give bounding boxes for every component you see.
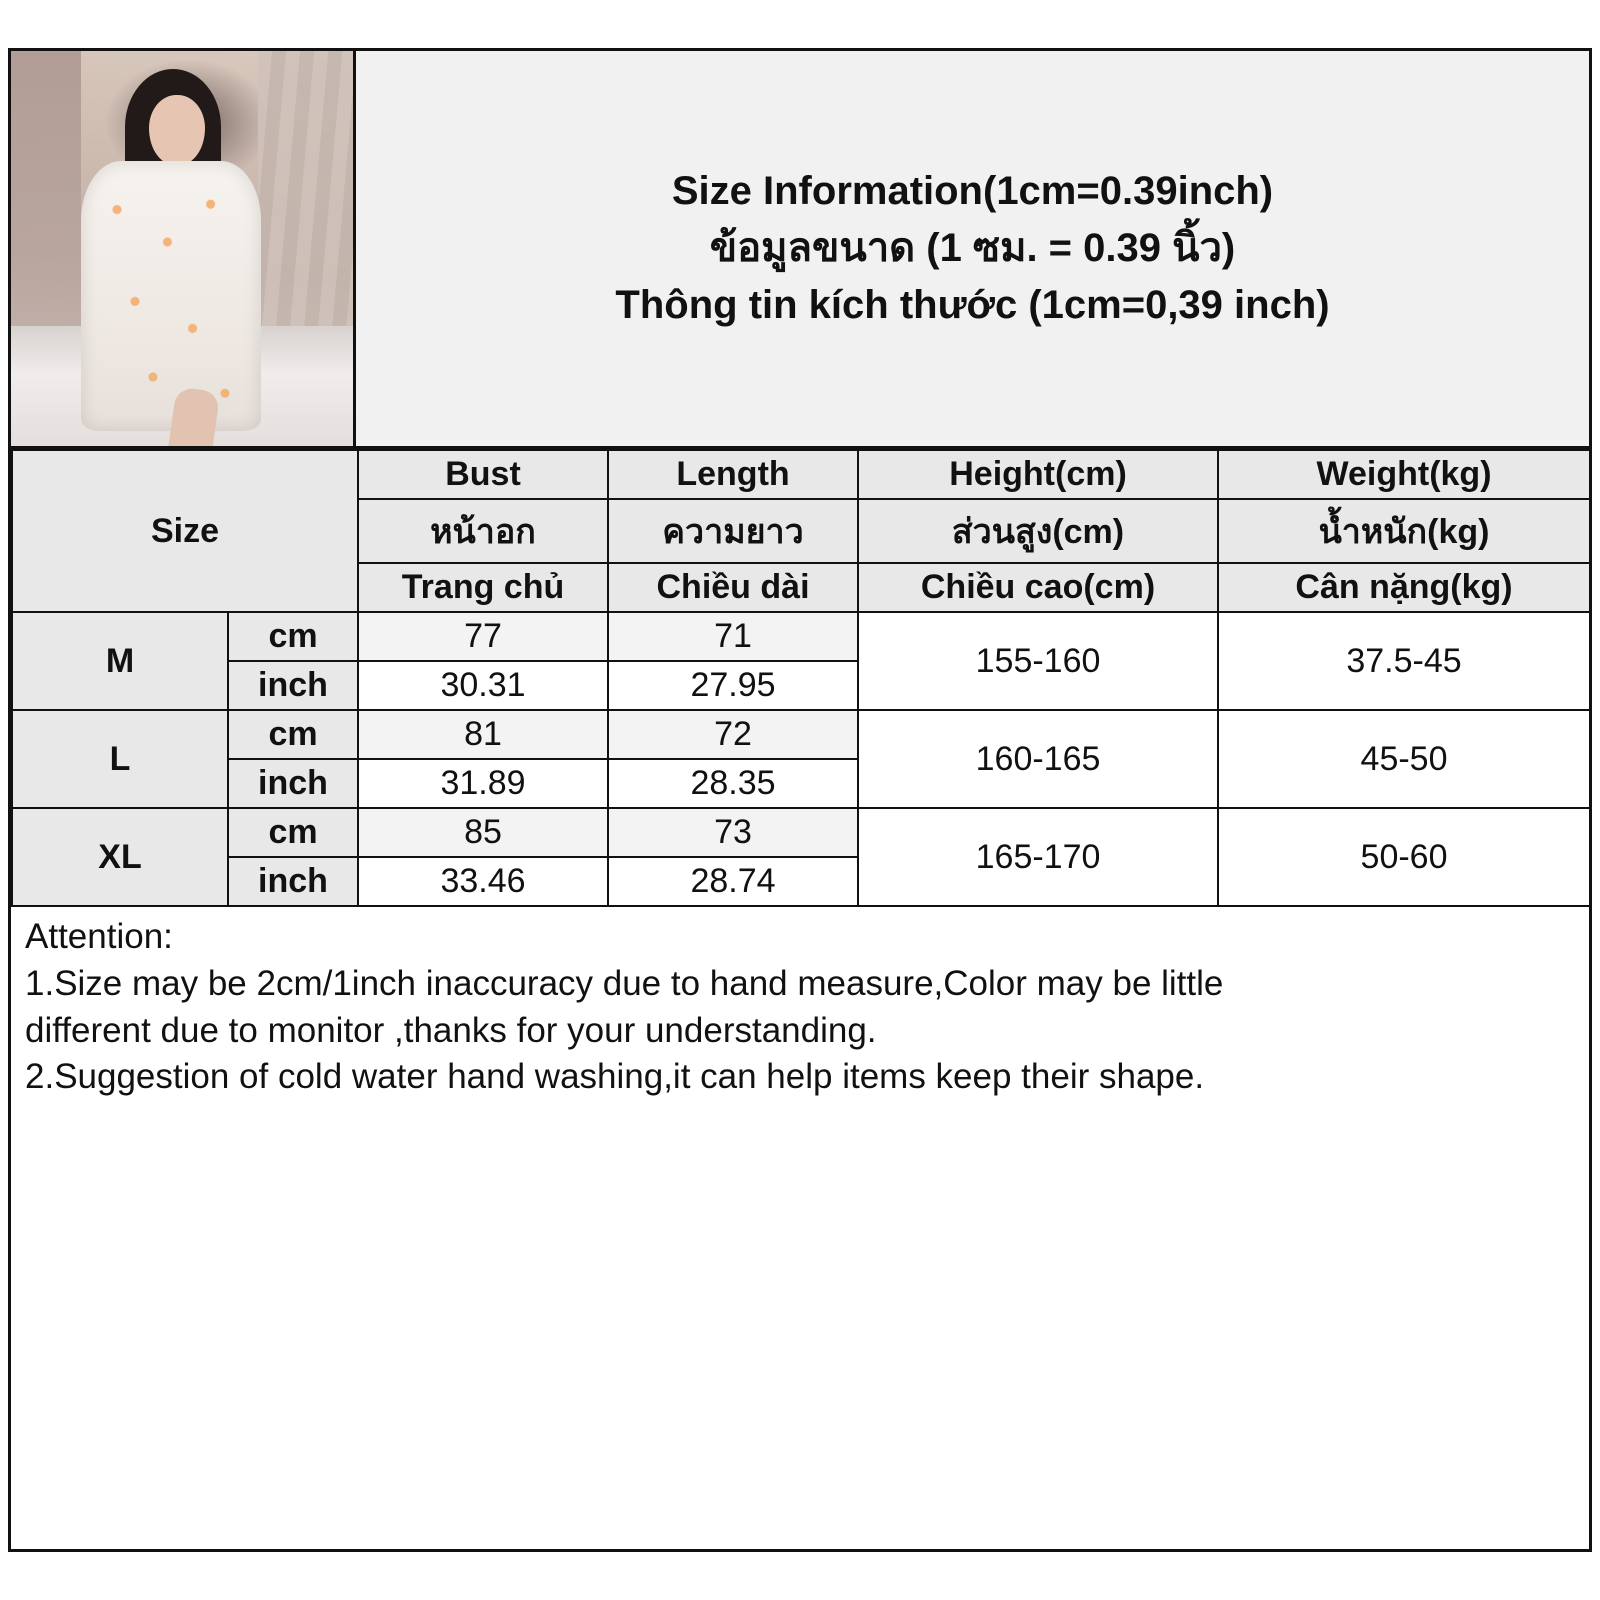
col-height-en: Height(cm)	[858, 450, 1218, 499]
row-size-xl: XL	[12, 808, 228, 906]
size-table	[11, 449, 1591, 907]
table-row	[12, 710, 1590, 759]
title-line-vi: Thông tin kích thước (1cm=0,39 inch)	[615, 283, 1330, 328]
length-inch-l: 28.35	[608, 759, 858, 808]
col-weight-vi: Cân nặng(kg)	[1218, 563, 1590, 612]
bust-inch-l: 31.89	[358, 759, 608, 808]
table-row	[12, 612, 1590, 661]
length-cm-m: 71	[608, 612, 858, 661]
attention-block	[11, 907, 1589, 1549]
photo-model	[63, 69, 278, 429]
unit-inch-xl: inch	[228, 857, 358, 906]
col-weight-th: น้ำหนัก(kg)	[1218, 499, 1590, 563]
weight-l: 45-50	[1218, 710, 1590, 808]
row-size-l: L	[12, 710, 228, 808]
col-height-th: ส่วนสูง(cm)	[858, 499, 1218, 563]
height-m: 155-160	[858, 612, 1218, 710]
attention-line-2: different due to monitor ,thanks for your understanding.	[25, 1010, 877, 1050]
col-bust-en: Bust	[358, 450, 608, 499]
attention-heading: Attention:	[25, 917, 173, 956]
product-photo-cell	[11, 51, 356, 446]
title-line-th: ข้อมูลขนาด (1 ซม. = 0.39 นิ้ว)	[709, 225, 1236, 270]
table-header-row-en	[12, 450, 1590, 499]
length-inch-xl: 28.74	[608, 857, 858, 906]
length-cm-xl: 73	[608, 808, 858, 857]
bust-cm-xl: 85	[358, 808, 608, 857]
height-xl: 165-170	[858, 808, 1218, 906]
unit-cm-xl: cm	[228, 808, 358, 857]
length-cm-l: 72	[608, 710, 858, 759]
product-photo	[11, 51, 353, 446]
unit-cm-l: cm	[228, 710, 358, 759]
size-header-cell: Size	[12, 450, 358, 612]
model-face	[149, 95, 205, 165]
col-height-vi: Chiều cao(cm)	[858, 563, 1218, 612]
unit-inch-m: inch	[228, 661, 358, 710]
col-bust-vi: Trang chủ	[358, 563, 608, 612]
col-length-en: Length	[608, 450, 858, 499]
bust-inch-xl: 33.46	[358, 857, 608, 906]
bust-cm-m: 77	[358, 612, 608, 661]
length-inch-m: 27.95	[608, 661, 858, 710]
weight-m: 37.5-45	[1218, 612, 1590, 710]
attention-line-1: 1.Size may be 2cm/1inch inaccuracy due to hand measure,Color may be little	[25, 963, 1224, 1003]
header-band	[11, 51, 1589, 449]
unit-cm-m: cm	[228, 612, 358, 661]
col-bust-th: หน้าอก	[358, 499, 608, 563]
unit-inch-l: inch	[228, 759, 358, 808]
table-row	[12, 808, 1590, 857]
attention-line-3: 2.Suggestion of cold water hand washing,it can help items keep their shape.	[25, 1057, 1205, 1097]
title-cell	[356, 51, 1589, 446]
bust-inch-m: 30.31	[358, 661, 608, 710]
row-size-m: M	[12, 612, 228, 710]
model-dress	[81, 161, 261, 431]
col-weight-en: Weight(kg)	[1218, 450, 1590, 499]
col-length-vi: Chiều dài	[608, 563, 858, 612]
size-chart-sheet	[8, 48, 1592, 1552]
weight-xl: 50-60	[1218, 808, 1590, 906]
title-line-en: Size Information(1cm=0.39inch)	[671, 168, 1274, 213]
height-l: 160-165	[858, 710, 1218, 808]
bust-cm-l: 81	[358, 710, 608, 759]
col-length-th: ความยาว	[608, 499, 858, 563]
